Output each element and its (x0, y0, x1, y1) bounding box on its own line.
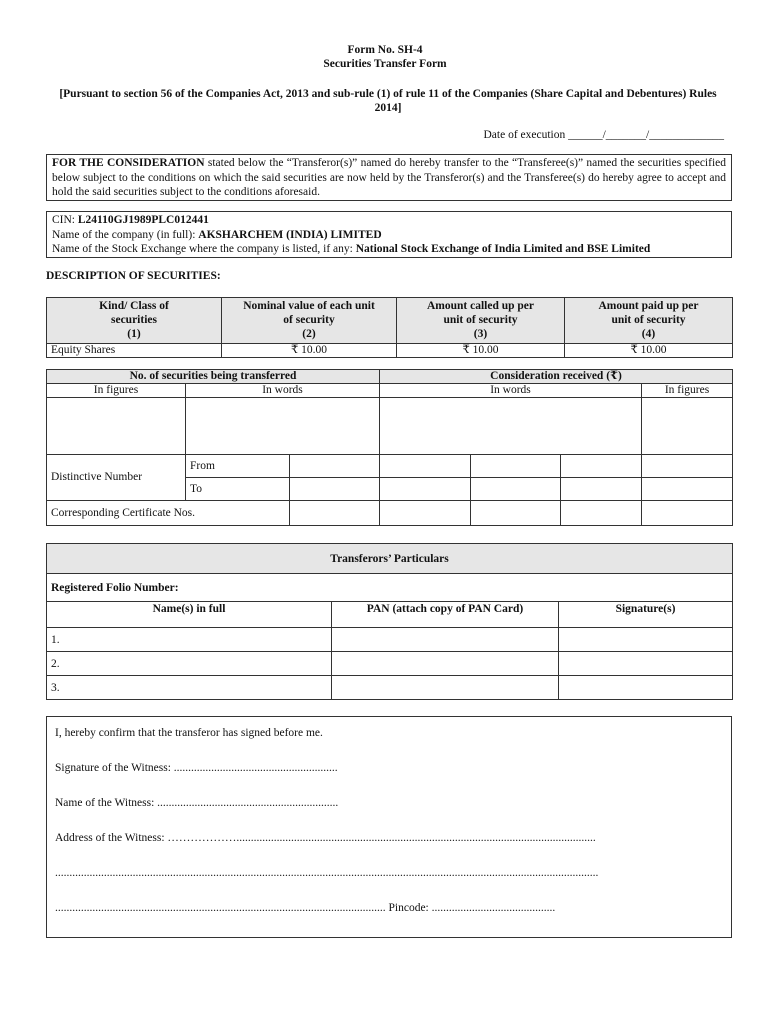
transfer-header-row (47, 370, 733, 384)
transferor-name-2[interactable]: 2. (47, 652, 332, 676)
kind-value: Equity Shares (47, 344, 222, 358)
from-label: From (186, 455, 290, 478)
exchange-label: Name of the Stock Exchange where the company is listed, if any: (52, 243, 356, 256)
cert-cell-2[interactable] (380, 501, 471, 526)
cin-line (52, 213, 726, 228)
form-number: Form No. SH-4 (347, 44, 423, 56)
col-amount-paid: Amount paid up per unit of security (4) (565, 298, 733, 344)
company-details (46, 211, 732, 258)
paid-value: ₹ 10.00 (565, 344, 733, 358)
transferors-title-row (47, 544, 733, 574)
transferor-name-1[interactable]: 1. (47, 628, 332, 652)
transferor-signature-1[interactable] (559, 628, 733, 652)
col-signatures: Signature(s) (559, 602, 733, 628)
witness-signature-field[interactable]: Signature of the Witness: ......................................................... (55, 762, 338, 774)
nominal-value: ₹ 10.00 (222, 344, 397, 358)
consideration-in-words-input[interactable] (380, 398, 642, 455)
folio-row (47, 574, 733, 602)
table-row (47, 652, 733, 676)
table-row (47, 676, 733, 700)
table-row (47, 344, 733, 358)
company-name-label: Name of the company (in full): (52, 228, 199, 241)
cert-cell-1[interactable] (290, 501, 380, 526)
num-in-figures-label: In figures (47, 384, 186, 398)
witness-name-field[interactable]: Name of the Witness: ............................................................... (55, 797, 339, 809)
table-row (47, 628, 733, 652)
num-in-words-input[interactable] (186, 398, 380, 455)
cert-cell-3[interactable] (471, 501, 561, 526)
transferors-header-row (47, 602, 733, 628)
transferor-signature-3[interactable] (559, 676, 733, 700)
consideration-clause (46, 154, 732, 201)
consideration-text: stated below the “Transferor(s)” named do hereby transfer to the “Transferee(s)” named the securities specified below subject to the conditions on which the said securities are now held by the Transferor(s) and the Transferee(s) do hereby agree to accept and hold the said securities subject to the conditions aforesaid. (52, 157, 727, 199)
transferor-pan-1[interactable] (332, 628, 559, 652)
witness-address-line-3[interactable]: ................................................................................................................... Pincode: ........................................... (55, 902, 556, 914)
from-cell-3[interactable] (471, 455, 561, 478)
date-of-execution[interactable]: Date of execution ______/_______/_____________ (483, 129, 724, 141)
consideration-in-figures-label: In figures (642, 384, 733, 398)
from-cell-2[interactable] (380, 455, 471, 478)
securities-table (46, 297, 733, 358)
transferors-table (46, 543, 733, 700)
transferors-title: Transferors’ Particulars (47, 544, 733, 574)
distinctive-from-row (47, 455, 733, 478)
witness-confirm: I, hereby confirm that the transferor has signed before me. (55, 727, 323, 739)
from-cell-1[interactable] (290, 455, 380, 478)
company-name: AKSHARCHEM (INDIA) LIMITED (198, 228, 382, 241)
pursuant-note: [Pursuant to section 56 of the Companies Act, 2013 and sub-rule (1) of rule 11 of the Companies (Share Capital and Debentures) Rules 2014] (59, 88, 717, 114)
to-cell-4[interactable] (561, 478, 642, 501)
num-in-words-label: In words (186, 384, 380, 398)
called-value: ₹ 10.00 (397, 344, 565, 358)
registered-folio-label[interactable]: Registered Folio Number: (47, 574, 733, 602)
exchange-name: National Stock Exchange of India Limited and BSE Limited (355, 243, 651, 256)
transfer-entry-row (47, 398, 733, 455)
from-cell-4[interactable] (561, 455, 642, 478)
col-kind-class: Kind/ Class of securities (1) (47, 298, 222, 344)
col-amount-called: Amount called up per unit of security (3) (397, 298, 565, 344)
transferor-pan-2[interactable] (332, 652, 559, 676)
description-title: DESCRIPTION OF SECURITIES: (46, 270, 221, 282)
to-label: To (186, 478, 290, 501)
from-cell-5[interactable] (642, 455, 733, 478)
corresponding-certificate-label: Corresponding Certificate Nos. (47, 501, 290, 526)
cert-cell-5[interactable] (642, 501, 733, 526)
consideration-lead: FOR THE CONSIDERATION (52, 157, 205, 169)
consideration-header: Consideration received (₹) (380, 370, 733, 384)
to-cell-5[interactable] (642, 478, 733, 501)
num-in-figures-input[interactable] (47, 398, 186, 455)
distinctive-number-label: Distinctive Number (47, 455, 186, 501)
transferor-signature-2[interactable] (559, 652, 733, 676)
form-title: Securities Transfer Form (323, 58, 447, 70)
witness-section (46, 716, 732, 938)
exchange-line (52, 242, 726, 257)
to-cell-2[interactable] (380, 478, 471, 501)
consideration-in-figures-input[interactable] (642, 398, 733, 455)
company-name-line (52, 228, 726, 243)
certificate-row (47, 501, 733, 526)
col-names: Name(s) in full (47, 602, 332, 628)
witness-address-field[interactable]: Address of the Witness: ………………............................................................................................................................. (55, 832, 596, 844)
transferor-pan-3[interactable] (332, 676, 559, 700)
cert-cell-4[interactable] (561, 501, 642, 526)
to-cell-3[interactable] (471, 478, 561, 501)
transferor-name-3[interactable]: 3. (47, 676, 332, 700)
col-pan: PAN (attach copy of PAN Card) (332, 602, 559, 628)
witness-address-line-2[interactable]: ............................................................................................................................................................................................. (55, 867, 599, 879)
to-cell-1[interactable] (290, 478, 380, 501)
num-securities-header: No. of securities being transferred (47, 370, 380, 384)
consideration-in-words-label: In words (380, 384, 642, 398)
transfer-subheader-row (47, 384, 733, 398)
cin-value: L24110GJ1989PLC012441 (77, 214, 209, 226)
transfer-table (46, 369, 733, 526)
securities-header-row (47, 298, 733, 344)
cin-label: CIN: (52, 214, 78, 226)
col-nominal-value: Nominal value of each unit of security (2) (222, 298, 397, 344)
